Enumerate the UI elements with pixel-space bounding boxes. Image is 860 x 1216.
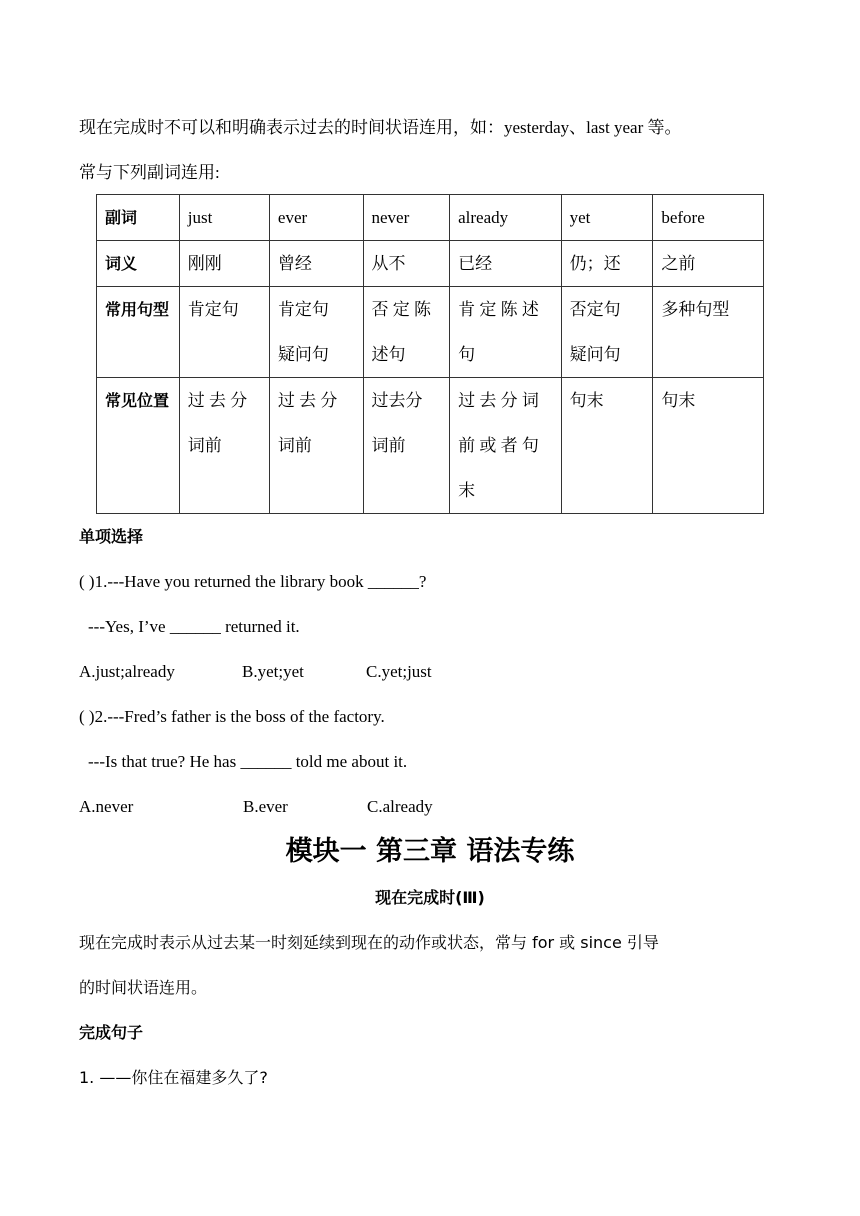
table-cell-text: never <box>371 208 410 227</box>
table-cell <box>653 241 764 287</box>
table-row <box>97 287 764 378</box>
table-cell <box>450 287 562 378</box>
table-cell-text: 句末 <box>569 391 604 410</box>
table-cell <box>561 241 653 287</box>
table-cell <box>450 241 562 287</box>
table-row-header-text: 常见位置 <box>105 391 170 410</box>
table-cell-text: 肯定句 <box>187 300 239 319</box>
table-cell-text: 否 定 陈 述句 <box>371 300 431 364</box>
table-cell-text: 肯定句 疑问句 <box>277 300 329 364</box>
table-cell-text: ever <box>277 208 308 227</box>
table-row <box>97 378 764 514</box>
table-cell <box>269 378 363 514</box>
module-subtitle: 现在完成时(Ⅲ) <box>375 888 485 907</box>
table-cell <box>179 378 269 514</box>
table-cell-text: 过 去 分 词前 <box>277 391 338 455</box>
table-cell <box>363 241 450 287</box>
table-cell <box>363 287 450 378</box>
intro-line-2: 常与下列副词连用: <box>79 163 220 182</box>
table-cell <box>561 287 653 378</box>
table-cell <box>561 378 653 514</box>
q2-option-a: A.never <box>79 797 134 816</box>
table-row <box>97 195 764 241</box>
table-cell-text: 之前 <box>661 254 696 273</box>
module-title: 模块一 第三章 语法专练 <box>285 836 575 867</box>
table-cell <box>363 378 450 514</box>
table-cell-text: 句末 <box>661 391 696 410</box>
table-row-header <box>97 195 180 241</box>
intro-line-1: 现在完成时不可以和明确表示过去的时间状语连用，如：yesterday、last year 等。 <box>79 118 682 137</box>
q1-option-a: A.just;already <box>79 662 175 681</box>
table-cell <box>179 195 269 241</box>
table-cell-text: 曾经 <box>277 254 312 273</box>
q2-option-c: C.already <box>367 797 433 816</box>
table-cell-text: yet <box>569 208 591 227</box>
table-cell <box>653 287 764 378</box>
table-cell-text: before <box>661 208 705 227</box>
table-cell-text: already <box>458 208 509 227</box>
table-cell <box>653 378 764 514</box>
question-1-options <box>79 660 432 684</box>
q1-option-b: B.yet;yet <box>242 662 304 681</box>
section-heading-complete: 完成句子 <box>79 1023 144 1042</box>
q2-option-b: B.ever <box>243 797 288 816</box>
table-cell <box>179 241 269 287</box>
section-heading-choice: 单项选择 <box>79 527 144 546</box>
table-cell <box>653 195 764 241</box>
question-1-line-1: ( )1.---Have you returned the library book ______? <box>79 572 427 591</box>
table-cell-text: just <box>187 208 213 227</box>
table-cell-text: 从不 <box>371 254 406 273</box>
table-cell-text: 过 去 分 词 前 或 者 句 末 <box>458 391 539 500</box>
table-cell-text: 多种句型 <box>661 300 730 319</box>
question-1-line-2: ---Yes, I’ve ______ returned it. <box>88 617 300 636</box>
table-cell-text: 肯 定 陈 述 句 <box>458 300 539 364</box>
table-cell-text: 过 去 分 词前 <box>187 391 248 455</box>
table-row <box>97 241 764 287</box>
table-cell <box>269 195 363 241</box>
adverb-table <box>96 194 764 514</box>
table-row-header <box>97 287 180 378</box>
question-2-line-1: ( )2.---Fred’s father is the boss of the factory. <box>79 707 385 726</box>
table-cell <box>179 287 269 378</box>
table-cell-text: 刚刚 <box>187 254 222 273</box>
table-row-header <box>97 241 180 287</box>
table-cell <box>269 287 363 378</box>
table-cell-text: 已经 <box>458 254 493 273</box>
q1-option-c: C.yet;just <box>366 662 432 681</box>
table-cell <box>269 241 363 287</box>
question-2-line-2: ---Is that true? He has ______ told me about it. <box>88 752 408 771</box>
module-desc-line-1: 现在完成时表示从过去某一时刻延续到现在的动作或状态，常与 for 或 since 引导 <box>79 933 659 952</box>
table-cell <box>561 195 653 241</box>
table-row-header <box>97 378 180 514</box>
table-cell <box>363 195 450 241</box>
table-cell <box>450 195 562 241</box>
table-cell-text: 仍；还 <box>569 254 621 273</box>
table-cell <box>450 378 562 514</box>
question-2-options <box>79 795 433 819</box>
table-cell-text: 过去分 词前 <box>371 391 423 455</box>
table-row-header-text: 词义 <box>105 254 138 273</box>
table-row-header-text: 常用句型 <box>105 300 170 319</box>
table-cell-text: 否定句 疑问句 <box>569 300 621 364</box>
complete-item-1: 1. ——你住在福建多久了? <box>79 1068 268 1087</box>
table-row-header-text: 副词 <box>105 208 138 227</box>
module-desc-line-2: 的时间状语连用。 <box>79 978 208 997</box>
